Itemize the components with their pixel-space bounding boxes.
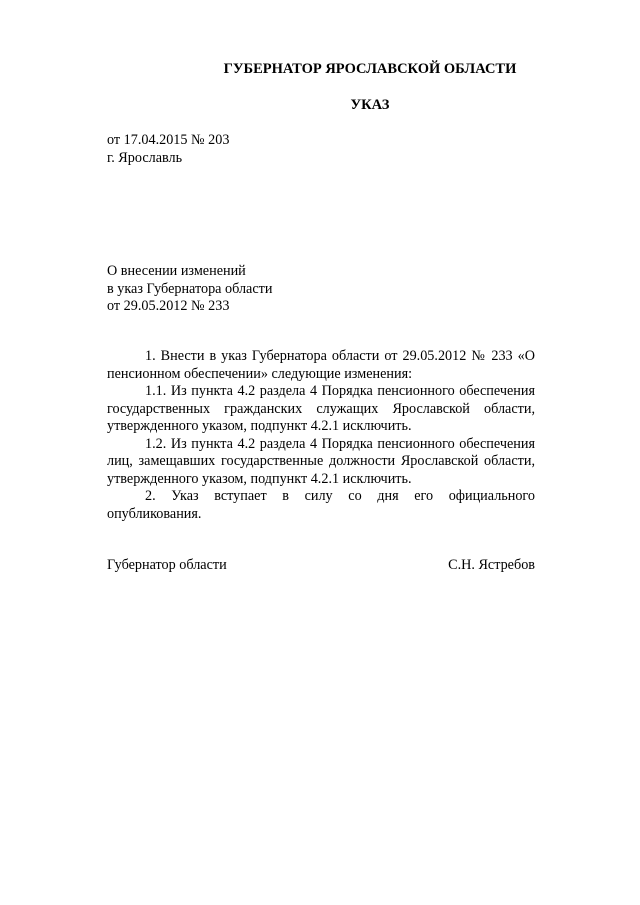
paragraph-1: 1. Внести в указ Губернатора области от 29.05.2012 № 233 «О пенсионном обеспечении» следующие изменения: — [107, 348, 535, 382]
signatory-position: Губернатор области — [107, 557, 227, 573]
document-type: УКАЗ — [350, 97, 390, 113]
subject-line-3: от 29.05.2012 № 233 — [107, 298, 230, 314]
paragraph-2: 2. Указ вступает в силу со дня его официального опубликования. — [107, 488, 535, 522]
document-meta — [107, 132, 229, 167]
paragraph-1-2: 1.2. Из пункта 4.2 раздела 4 Порядка пенсионного обеспечения лиц, замещавших государственные должности Ярославской области, утвержденного указом, подпункт 4.2.1 исключить. — [107, 435, 535, 487]
city-line: г. Ярославль — [107, 149, 183, 166]
document-subject — [107, 263, 272, 316]
subject-line-2: в указ Губернатора области — [107, 280, 273, 297]
date-number-line: от 17.04.2015 № 203 — [107, 132, 230, 148]
subject-line-1: О внесении изменений — [107, 263, 246, 279]
paragraph-1-1: 1.1. Из пункта 4.2 раздела 4 Порядка пенсионного обеспечения государственных гражданских служащих Ярославской области, утвержденного указом, подпункт 4.2.1 исключить. — [107, 383, 535, 434]
document-body — [107, 348, 535, 523]
document-title: ГУБЕРНАТОР ЯРОСЛАВСКОЙ ОБЛАСТИ — [223, 61, 517, 77]
signature-block — [107, 557, 535, 575]
signatory-name: С.Н. Ястребов — [448, 557, 535, 573]
